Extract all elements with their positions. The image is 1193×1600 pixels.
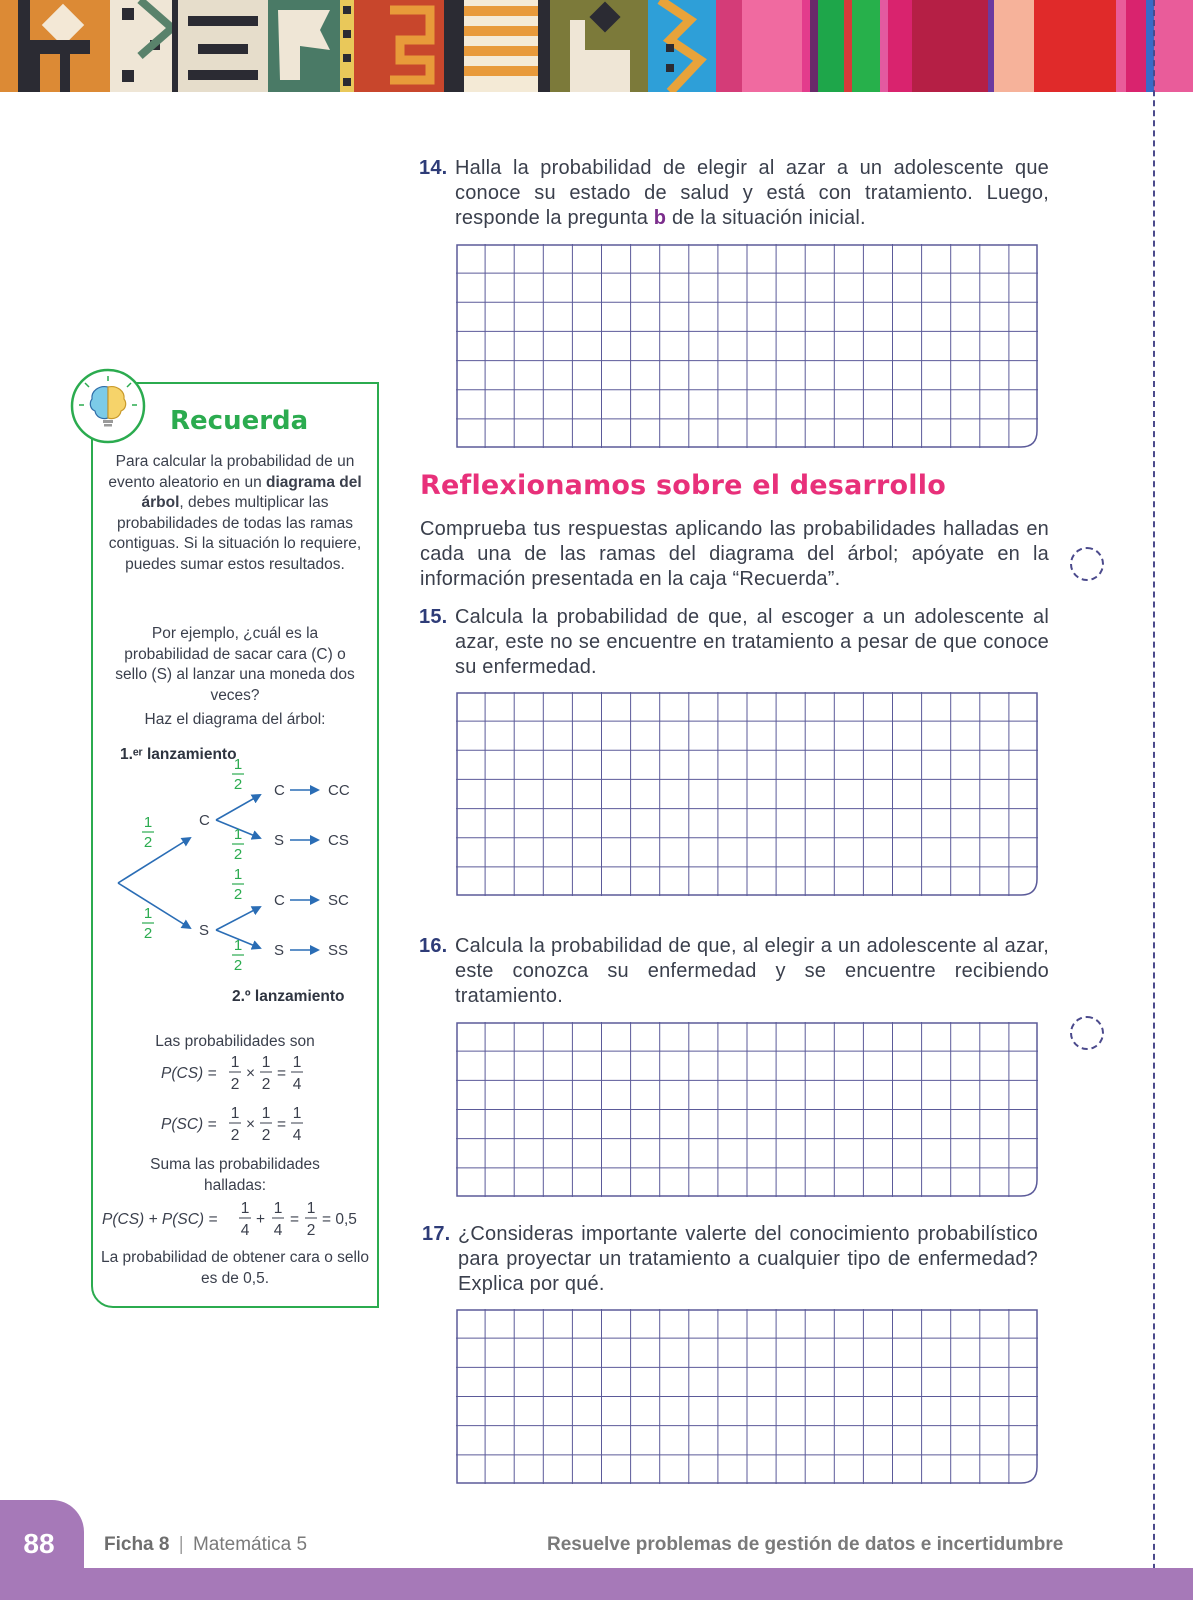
answer-grid-17[interactable] [456,1309,1038,1484]
recuerda-paragraph-2: Por ejemplo, ¿cuál es la probabilidad de sacar cara (C) o sello (S) al lanzar una moneda dos veces? [115,625,355,704]
dashed-circle-marker [1070,547,1104,581]
svg-text:2: 2 [233,886,243,903]
svg-text:2: 2 [230,1076,240,1093]
svg-text:1: 1 [273,1200,283,1217]
question-16 [419,934,1049,1007]
svg-text:1: 1 [230,1054,240,1071]
question-number: 14. [419,157,448,179]
recuerda-paragraph-5: Suma las probabilidades halladas: [150,1156,320,1194]
grid-lines [456,244,1038,448]
answer-grid-15[interactable] [456,692,1038,896]
outcome-ss: SS [328,942,349,959]
brain-lightbulb-icon [69,367,147,445]
second-throw-label: 2.º lanzamiento [232,988,345,1005]
first-throw-label: 1.ᵉʳ lanzamiento [120,746,237,763]
svg-text:2: 2 [233,846,243,863]
ficha-label: Ficha 8 [104,1534,170,1555]
footer-left [104,1534,307,1556]
outcome-sc: SC [328,892,349,909]
sum-result: = 0,5 [322,1211,357,1228]
recuerda-paragraph-6: La probabilidad de obtener cara o sello es de 0,5. [101,1249,369,1287]
decorative-banner [0,0,1193,92]
svg-text:1: 1 [233,826,243,843]
svg-text:2: 2 [233,776,243,793]
svg-text:1: 1 [261,1054,271,1071]
recuerda-title: Recuerda [170,406,309,436]
recuerda-paragraph-1: Para calcular la probabilidad de un evento aleatorio en un diagrama del árbol, debes multiplicar las probabilidades de todas las ramas contiguas. Si la situación lo requiere, puedes sumar estos resultados. [108,453,362,573]
grid-lines [456,1309,1038,1484]
node-c2: C [274,892,285,909]
answer-grid-14[interactable] [456,244,1038,448]
footer-separator: | [178,1534,184,1555]
page-number: 88 [23,1528,55,1559]
highlight-b: b [653,207,667,229]
eq2-lhs: P(SC) = [161,1116,217,1133]
svg-text:=: = [277,1116,287,1133]
section-heading: Reflexionamos sobre el desarrollo [420,470,946,501]
question-text: Halla la probabilidad de elegir al azar a un adolescente que conoce su estado de salud y está con tratamiento. Luego, responde la pregunta b de la situación inicial. [455,157,1049,229]
textile-pattern-image [0,0,1193,92]
svg-text:4: 4 [240,1222,250,1239]
svg-text:1: 1 [240,1200,250,1217]
node-c: C [199,812,210,829]
svg-text:2: 2 [230,1127,240,1144]
question-number: 16. [419,935,448,957]
question-text: ¿Consideras importante valerte del conocimiento probabilístico para proyectar un tratamiento a cualquier tipo de enfermedad? Explica por qué. [458,1223,1038,1295]
node-c2: C [274,782,285,799]
grid-lines [456,1022,1038,1197]
question-17 [422,1222,1038,1295]
footer-bar [0,1568,1193,1600]
cut-guide-line [1153,0,1155,1600]
footer-topic: Resuelve problemas de gestión de datos e incertidumbre [547,1534,1064,1555]
prob-num: 1 [143,905,153,922]
node-s: S [199,922,210,939]
svg-text:2: 2 [261,1076,271,1093]
subject-label: Matemática 5 [192,1534,308,1555]
question-number: 15. [419,606,448,628]
svg-text:2: 2 [261,1127,271,1144]
prob-num: 1 [143,814,153,831]
recuerda-paragraph-3: Haz el diagrama del árbol: [144,711,326,728]
svg-text:2: 2 [233,957,243,974]
svg-text:1: 1 [233,756,243,773]
svg-text:1: 1 [261,1105,271,1122]
node-s2: S [274,832,285,849]
svg-text:1: 1 [230,1105,240,1122]
sum-lhs: P(CS) + P(SC) = [102,1211,218,1228]
dashed-circle-marker [1070,1016,1104,1050]
svg-text:1: 1 [306,1200,316,1217]
tree-diagram [100,735,380,1025]
svg-text:1: 1 [292,1105,302,1122]
eq1-lhs: P(CS) = [161,1065,217,1082]
svg-text:1: 1 [292,1054,302,1071]
reflect-body: Comprueba tus respuestas aplicando las probabilidades halladas en cada una de las ramas del diagrama del árbol; apóyate en la información presentada en la caja “Recuerda”. [420,518,1049,590]
question-text: Calcula la probabilidad de que, al elegir a un adolescente al azar, este conozca su enfermedad y se encuentre recibiendo tratamiento. [455,935,1049,1007]
svg-text:=: = [290,1211,300,1228]
svg-text:+: + [256,1211,266,1228]
question-text: Calcula la probabilidad de que, al escoger a un adolescente al azar, este no se encuentre en tratamiento a pesar de que conoce su enfermedad. [455,606,1049,678]
question-15 [419,605,1049,678]
branch-s [118,883,190,928]
outcome-cs: CS [328,832,349,849]
svg-text:4: 4 [292,1076,302,1093]
answer-grid-16[interactable] [456,1022,1038,1197]
question-14 [419,156,1049,229]
recuerda-paragraph-4: Las probabilidades son [155,1033,315,1050]
node-s2: S [274,942,285,959]
svg-text:×: × [246,1116,256,1133]
svg-text:1: 1 [233,866,243,883]
grid-lines [456,692,1038,896]
outcome-cc: CC [328,782,350,799]
svg-text:2: 2 [306,1222,316,1239]
svg-text:=: = [277,1065,287,1082]
prob-den: 2 [143,834,153,851]
prob-den: 2 [143,925,153,942]
svg-text:×: × [246,1065,256,1082]
svg-text:4: 4 [273,1222,283,1239]
svg-text:4: 4 [292,1127,302,1144]
svg-text:1: 1 [233,937,243,954]
branch-c [118,838,190,883]
question-number: 17. [422,1223,451,1245]
